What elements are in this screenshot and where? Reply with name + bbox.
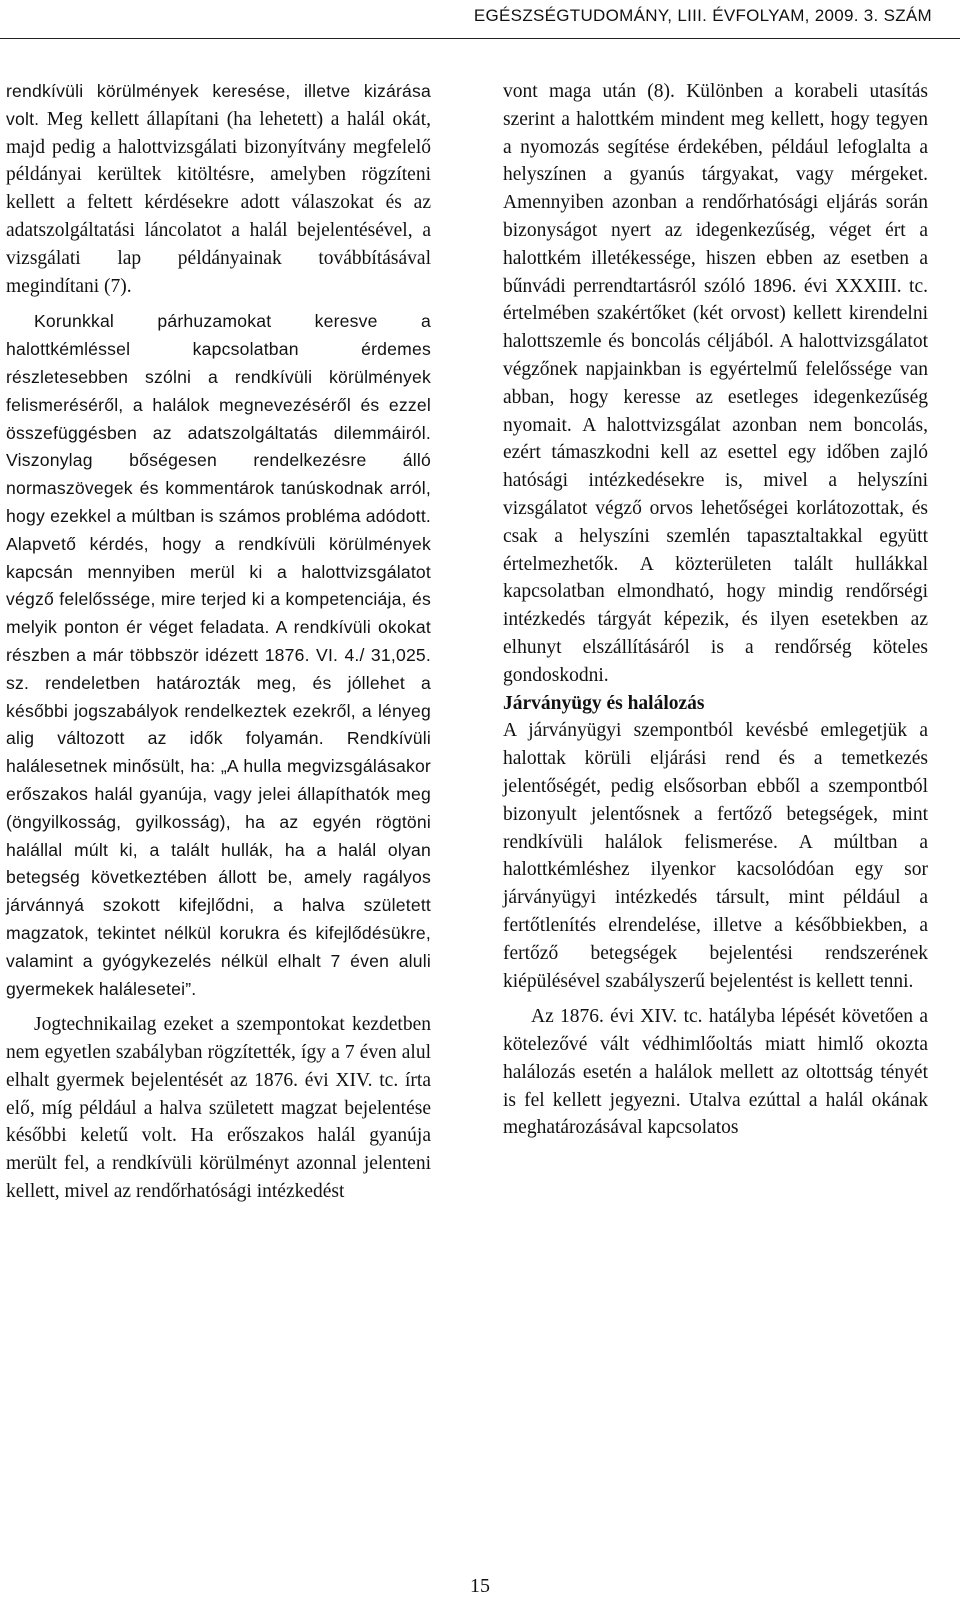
right-column — [503, 78, 928, 1142]
left-column — [6, 78, 431, 1206]
section-heading: Járványügy és halálozás — [503, 692, 705, 714]
page-number: 15 — [470, 1575, 490, 1597]
right-paragraph-1: vont maga után (8). Különben a korabeli utasítás szerint a halottkém mindent meg kellett, hogy tegyen a nyomozás segítése érdekében, például lefoglalta a helyszínen a gyanús tárgyakat, vagy mérgeket. Amennyiben azonban a rendőrhatósági eljárás során bizonyságot nyert az idegenkezűség, véget ért a halottkém illetékessége, hiszen ebben az esetben a bűnvádi perrendtartásról szóló 1896. évi XXXIII. tc. értelmében szakértőket (két orvost) kellett kirendelni halottszemle és boncolás céljából. A halottvizsgálatot végzőnek napjainkban is egyértelmű felelőssége van abban, hogy keresse az esetleges idegenkezűség nyomait. A halottvizsgálat azonban nem boncolás, ezért támaszkodni kell az esettel egy időben zajló hatósági intézkedésekre is, mivel a helyszíni vizsgálatot végző orvos lehetőségei korlátozottak, és csak a helyszíni szemlén tapasztaltakkal együtt értelmezhetők. A közterületen talált hullákkal kapcsolatban elmondható, hogy mindig rendőrségi intézkedés tárgyát képezik, és ilyen esetekben az elhunyt elszállításáról is a rendőrség köteles gondoskodni. — [503, 81, 928, 686]
header-rule — [0, 38, 960, 39]
left-paragraph-1 — [6, 78, 431, 300]
left-paragraph-1-serif: Meg kellett állapítani (ha lehetett) a halál okát, majd pedig a halottvizsgálati bizonyítvány megfelelő példányai kerültek kitöltésre, amelyben rögzíteni kellett a feltett kérdésekre adott válaszokat és az adatszolgáltatási láncolatot a halál bejelentésével, a vizsgálati lap példányainak továbbításával megindítani (7). — [6, 108, 432, 297]
right-paragraph-3: Az 1876. évi XIV. tc. hatályba lépését követően a kötelezővé vált védhimlőoltás miatt himlő okozta halálozás esetén a halálok mellett az oltottság tényét is fel kellett jegyezni. Utalva ezúttal a halál okának meghatározásával kapcsolatos — [503, 1006, 928, 1139]
running-header: EGÉSZSÉGTUDOMÁNY, LIII. ÉVFOLYAM, 2009. 3. SZÁM — [473, 6, 932, 25]
left-paragraph-3: Jogtechnikailag ezeket a szempontokat kezdetben nem egyetlen szabályban rögzítették, így a 7 éven alul elhalt gyermek bejelentését az 1876. évi XIV. tc. írta elő, míg például a halva született magzat bejelentése későbbi keletű volt. Ha erőszakos halál gyanúja merült fel, a rendkívüli körülményt azonnal jelenteni kellett, mivel az rendőrhatósági intézkedést — [6, 1014, 431, 1203]
left-paragraph-1-sans: rendkívüli körülmények keresése, illetve kizárása volt. — [6, 81, 431, 129]
right-paragraph-2: A járványügyi szempontból kevésbé emlegetjük a halottak körüli eljárási rend és a temetkezés jelentőségét, pedig elsősorban ebből a szempontból bizonyult jelentősnek a fertőző betegségek, mint rendkívüli halálok felismerése. A múltban a halottkémléshez ilyenkor kacsolódóan egy sor járványügyi intézkedés társult, mint például a fertőtlenítés elrendelése, illetve a későbbiekben, a fertőző betegségek bejelentési rendszerének kiépülésével szabályszerű bejelentést is kellett tenni. — [503, 720, 928, 992]
left-paragraph-2: Korunkkal párhuzamokat keresve a halottkémléssel kapcsolatban érdemes részletesebben szólni a rendkívüli körülmények felismeréséről, a halálok megnevezéséről és ezzel összefüggésben az adatszolgáltatás dilemmáiról. Viszonylag bőségesen rendelkezésre álló normaszövegek és kommentárok tanúskodnak arról, hogy ezekkel a múltban is számos probléma adódott. Alapvető kérdés, hogy a rendkívüli körülmények kapcsán mennyiben merül ki a halottvizsgálatot végző felelőssége, mire terjed ki a kompetenciája, és melyik ponton ér véget feladata. A rendkívüli okokat részben a már többször idézett 1876. VI. 4./ 31,025. sz. rendeletben határozták meg, és jóllehet a későbbi jogszabályok rendelkeztek ezekről, a lényeg alig változott az idők folyamán. Rendkívüli halálesetnek minősült, ha: „A hulla megvizsgálásakor erőszakos halál gyanúja, vagy jelei állapíthatók meg (öngyilkosság, gyilkosság), ha az egyén rögtöni halállal múlt ki, a talált hullák, ha a halál olyan betegség következtében állott be, amely ragályos járvánnyá szokott kifejlődni, a halva született magzatok, tekintet nélkül korukra és kifejlődésükre, valamint a gyógykezelés nélkül elhalt 7 éven aluli gyermekek halálesetei”. — [6, 311, 431, 999]
